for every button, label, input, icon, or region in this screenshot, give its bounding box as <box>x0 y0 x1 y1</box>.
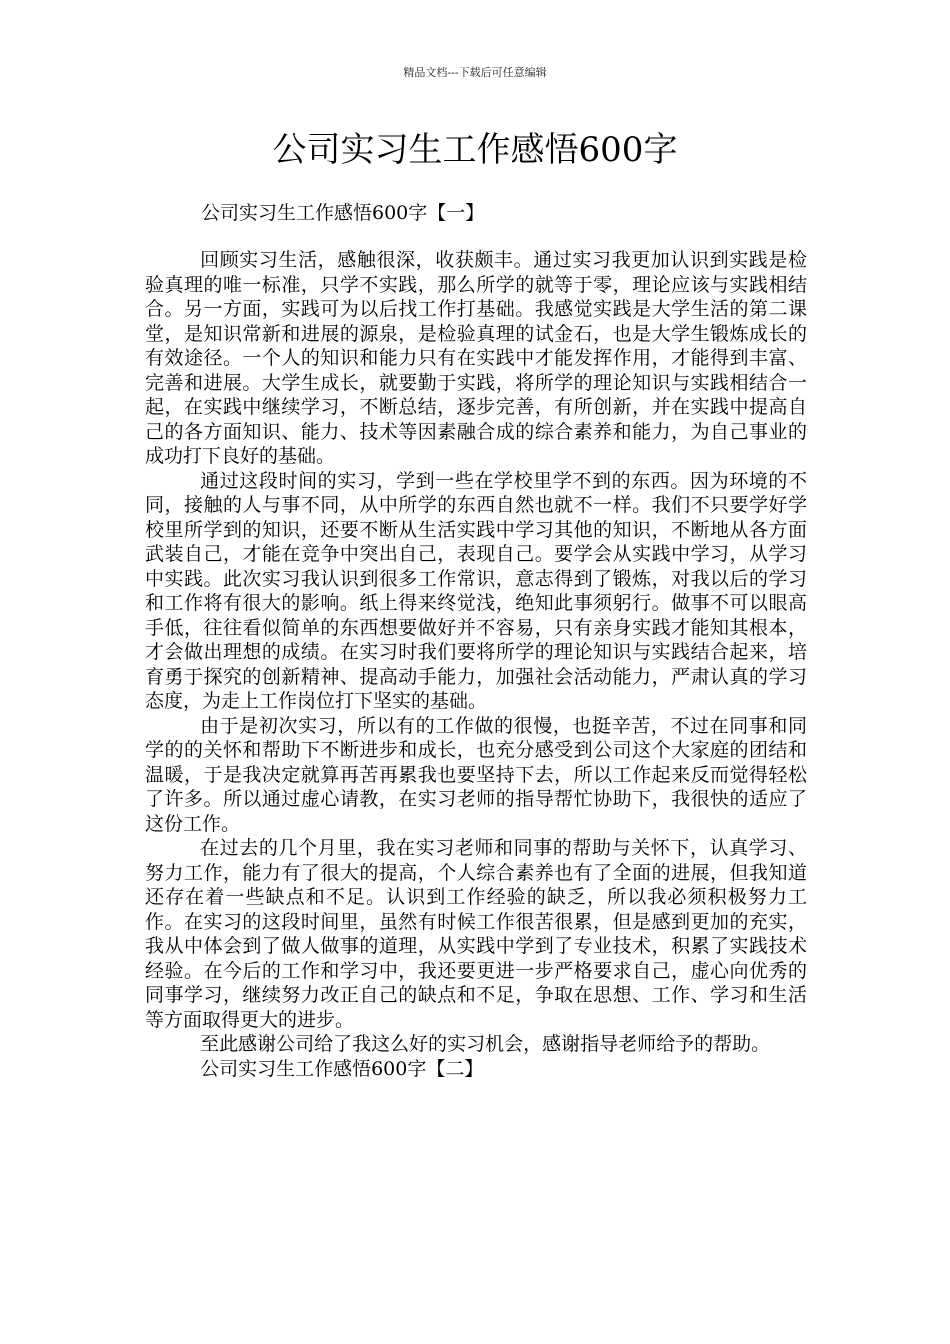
paragraph: 通过这段时间的实习，学到一些在学校里学不到的东西。因为环境的不同，接触的人与事不同，从中所学的东西自然也就不一样。我们不只要学好学校里所学到的知识，还要不断从生活实践中学习其他的知识，不断地从各方面武装自己，才能在竞争中突出自己，表现自己。要学会从实践中学习，从学习中实践。此次实习我认识到很多工作常识，意志得到了锻炼，对我以后的学习和工作将有很大的影响。纸上得来终觉浅，绝知此事须躬行。做事不可以眼高手低，往往看似简单的东西想要做好并不容易，只有亲身实践才能知其根本，才会做出理想的成绩。在实习时我们要将所学的理论知识与实践结合起来，培育勇于探究的创新精神、提高动手能力，加强社会活动能力，严肃认真的学习态度，为走上工作岗位打下坚实的基础。 <box>145 469 807 712</box>
paragraph: 至此感谢公司给了我这么好的实习机会，感谢指导老师给予的帮助。 <box>200 1033 771 1055</box>
section-heading-two: 公司实习生工作感悟600字【二】 <box>200 1057 484 1080</box>
paragraph: 回顾实习生活，感触很深，收获颇丰。通过实习我更加认识到实践是检验真理的唯一标准，只学不实践，那么所学的就等于零，理论应该与实践相结合。另一方面，实践可为以后找工作打基础。我感觉实践是大学生活的第二课堂，是知识常新和进展的源泉，是检验真理的试金石，也是大学生锻炼成长的有效途径。一个人的知识和能力只有在实践中才能发挥作用，才能得到丰富、完善和进展。大学生成长，就要勤于实践，将所学的理论知识与实践相结合一起，在实践中继续学习，不断总结，逐步完善，有所创新，并在实践中提高自己的各方面知识、能力、技术等因素融合成的综合素养和能力，为自己事业的成功打下良好的基础。 <box>145 249 807 467</box>
paragraph: 由于是初次实习，所以有的工作做的很慢，也挺辛苦，不过在同事和同学的的关怀和帮助下不断进步和成长，也充分感受到公司这个大家庭的团结和温暖，于是我决定就算再苦再累我也要坚持下去，所以工作起来反而觉得轻松了许多。所以通过虚心请教，在实习老师的指导帮忙协助下，我很快的适应了这份工作。 <box>145 714 807 835</box>
section-heading-one: 公司实习生工作感悟600字【一】 <box>201 202 485 224</box>
document-title: 公司实习生工作感悟600字 <box>272 130 678 170</box>
header-note: 精品文档---下载后可任意编辑 <box>403 66 547 79</box>
paragraph: 在过去的几个月里，我在实习老师和同事的帮助与关怀下，认真学习、努力工作，能力有了很大的提高，个人综合素养也有了全面的进展，但我知道还存在着一些缺点和不足。认识到工作经验的缺乏，所以我必须积极努力工作。在实习的这段时间里，虽然有时候工作很苦很累，但是感到更加的充实，我从中体会到了做人做事的道理，从实践中学到了专业技术，积累了实践技术经验。在今后的工作和学习中，我还要更进一步严格要求自己，虚心向优秀的同事学习，继续努力改正自己的缺点和不足，争取在思想、工作、学习和生活等方面取得更大的进步。 <box>145 837 807 1031</box>
document-body <box>145 248 807 1081</box>
